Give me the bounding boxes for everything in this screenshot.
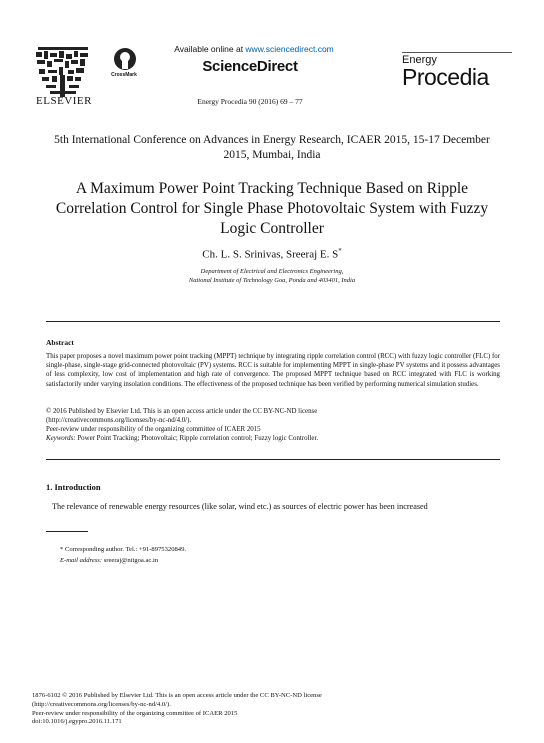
keywords-label: Keywords: [46,435,76,442]
publisher-logo-text: ELSEVIER [36,95,92,107]
author-names: Ch. L. S. Srinivas, Sreeraj E. S [202,248,339,261]
bottom-line-3: Peer-review under responsibility of the organizing committee of ICAER 2015 [32,709,238,717]
paper-title: A Maximum Power Point Tracking Technique Based on Ripple Correlation Control for Single Phase Photovoltaic System with Fuzzy Logic Controller [55,180,489,237]
keywords-line [46,434,500,443]
bottom-line-1: 1876-6102 © 2016 Published by Elsevier Ltd. This is an open access article under the CC BY-NC-ND license [32,692,322,699]
abstract-body: This paper proposes a novel maximum power point tracking (MPPT) technique by integrating ripple correlation control (RCC) with fuzzy logic controller (FLC) for single-phase, single-stage grid-connected photovoltaic (PV) systems. RCC is suitable for implementing MPPT in single-phase PV systems and it possess advantages of less complexity, low cost of implementation and high rate of convergence. The proposed MPPT technique based on RCC integrated with FLC is working satisfactorily under varying insolation conditions. The effectiveness of the proposed technique has been verified by performing numerical simulation studies. [46,353,500,388]
paper-authors [120,247,424,261]
journal-name-bottom: Procedia [402,64,489,90]
sciencedirect-link[interactable]: www.sciencedirect.com [245,44,334,54]
corresponding-author-footnote: * Corresponding author. Tel.: +91-8975320849. [60,546,187,553]
crossmark-icon[interactable] [108,46,142,72]
affiliation [120,267,424,285]
corresponding-author-mark: * [338,247,342,255]
abstract-copyright-line-2[interactable]: (http://creativecommons.org/licenses/by-nc-nd/4.0/). [46,417,192,424]
introduction-heading: 1. Introduction [46,482,101,492]
keywords-text: Power Point Tracking; Photovoltaic; Ripple correlation control; Fuzzy logic Controller. [75,435,319,442]
available-online-line [156,44,352,54]
available-online-prefix: Available online at [174,44,246,54]
abstract-top-rule [46,321,500,322]
conference-line: 5th International Conference on Advances in Energy Research, ICAER 2015, 15-17 December 2015, Mumbai, India [54,134,490,161]
affiliation-line-2: National Institute of Technology Goa, Ponda and 403401, India [188,277,356,284]
footnote-rule [46,531,88,532]
email-footnote [60,557,158,564]
affiliation-line-1: Department of Electrical and Electronics Engineering, [200,268,344,275]
abstract-copyright-line-1: © 2016 Published by Elsevier Ltd. This is an open access article under the CC BY-NC-ND license [46,408,318,415]
crossmark-label: CrossMark [111,72,137,78]
abstract-peer-review: Peer-review under responsibility of the organizing committee of ICAER 2015 [46,426,261,433]
email-address[interactable]: sreeraj@nitgoa.ac.in [102,557,159,564]
bottom-license-block [32,692,492,727]
email-label: E-mail address: [60,557,103,564]
journal-name-top: Energy [402,54,437,66]
introduction-first-line: The relevance of renewable energy resources (like solar, wind etc.) as sources of electric power has been increased [52,502,428,511]
platform-name: ScienceDirect [202,58,298,75]
journal-citation: Energy Procedia 90 (2016) 69 – 77 [197,97,303,106]
journal-name-rule [402,52,512,53]
doi-line[interactable]: doi:10.1016/j.egypro.2016.11.171 [32,718,122,726]
abstract-heading: Abstract [46,338,74,347]
bottom-line-2[interactable]: (http://creativecommons.org/licenses/by-nc-nd/4.0/). [32,700,171,708]
abstract-bottom-rule [46,459,500,460]
